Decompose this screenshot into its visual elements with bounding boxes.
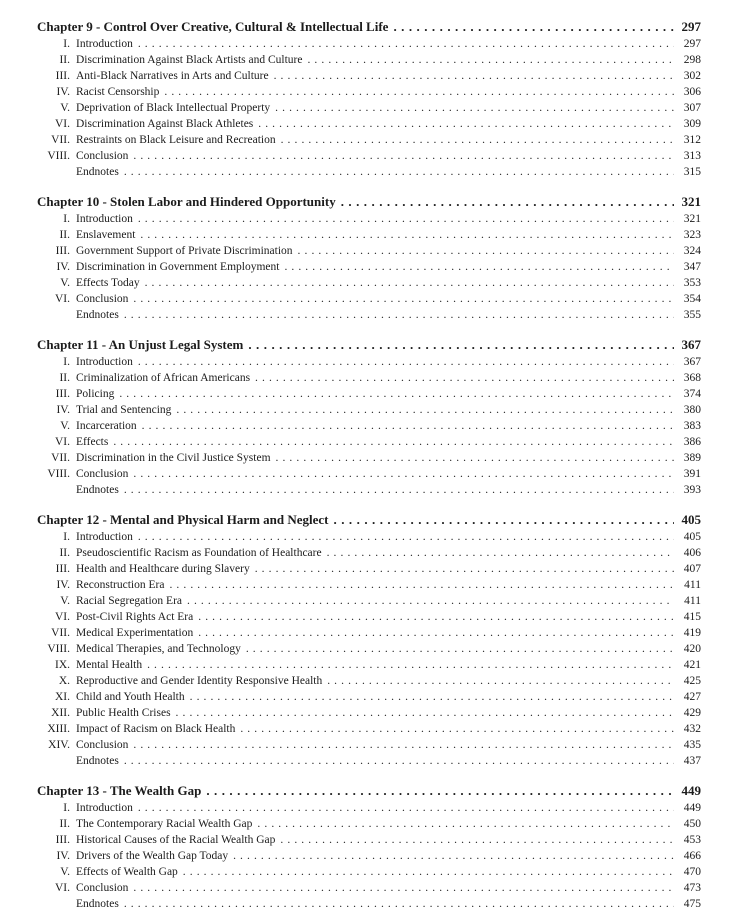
entry-label: Discrimination in the Civil Justice System — [76, 452, 271, 464]
toc-entry-row[interactable] — [37, 737, 701, 753]
entry-label: Deprivation of Black Intellectual Property — [76, 102, 271, 114]
entry-label: Effects Today — [76, 277, 140, 289]
dot-leader — [124, 482, 674, 498]
entry-label: Racist Censorship — [76, 86, 160, 98]
entry-numeral: I. — [63, 531, 70, 543]
toc-entry-row[interactable] — [37, 68, 701, 84]
entry-page-number: 415 — [683, 611, 701, 623]
dot-leader — [138, 211, 674, 227]
chapter-heading-row[interactable] — [37, 17, 701, 36]
toc-chapter — [37, 192, 701, 323]
toc-chapter — [37, 335, 701, 498]
entry-numeral: VI. — [54, 882, 70, 894]
dot-leader — [233, 848, 674, 864]
entry-page-number: 353 — [683, 277, 701, 289]
entry-label: Reproductive and Gender Identity Responsive Health — [76, 675, 323, 687]
entry-page-number: 437 — [683, 755, 701, 767]
dot-leader — [133, 737, 674, 753]
dot-leader — [284, 259, 674, 275]
entry-page-number: 367 — [683, 356, 701, 368]
toc-entry-row[interactable] — [37, 880, 701, 896]
dot-leader — [341, 192, 674, 211]
entry-numeral: III. — [55, 245, 70, 257]
entry-page-number: 313 — [683, 150, 701, 162]
dot-leader — [258, 116, 674, 132]
entry-numeral: IV. — [56, 850, 70, 862]
entry-label: Government Support of Private Discrimination — [76, 245, 293, 257]
entry-label: Criminalization of African Americans — [76, 372, 251, 384]
entry-label: Enslavement — [76, 229, 136, 241]
toc-entry-row[interactable] — [37, 434, 701, 450]
entry-numeral: VI. — [54, 118, 70, 130]
toc-entry-row[interactable] — [37, 243, 701, 259]
dot-leader — [124, 307, 674, 323]
chapter-entries — [37, 529, 701, 769]
entry-page-number: 453 — [683, 834, 701, 846]
chapter-title: Chapter 11 - An Unjust Legal System — [37, 337, 244, 352]
entry-label: The Contemporary Racial Wealth Gap — [76, 818, 253, 830]
entry-numeral: III. — [55, 834, 70, 846]
toc-chapter — [37, 17, 701, 180]
entry-page-number: 393 — [683, 484, 701, 496]
chapter-title: Chapter 10 - Stolen Labor and Hindered Opportunity — [37, 194, 336, 209]
entry-page-number: 473 — [683, 882, 701, 894]
dot-leader — [138, 36, 674, 52]
entry-label: Introduction — [76, 802, 133, 814]
toc-entry-row[interactable] — [37, 641, 701, 657]
entry-page-number: 315 — [683, 166, 701, 178]
toc-entry-row[interactable] — [37, 832, 701, 848]
toc-entry-row[interactable] — [37, 354, 701, 370]
entry-page-number: 306 — [683, 86, 701, 98]
entry-page-number: 406 — [683, 547, 701, 559]
dot-leader — [274, 68, 674, 84]
entry-page-number: 449 — [683, 802, 701, 814]
entry-label: Discrimination in Government Employment — [76, 261, 280, 273]
dot-leader — [133, 148, 674, 164]
entry-numeral: I. — [63, 213, 70, 225]
entry-page-number: 450 — [683, 818, 701, 830]
entry-numeral: VI. — [54, 293, 70, 305]
entry-label: Effects — [76, 436, 109, 448]
toc-chapter — [37, 510, 701, 769]
entry-page-number: 435 — [683, 739, 701, 751]
entry-label: Endnotes — [76, 755, 119, 767]
toc-entry-row[interactable] — [37, 84, 701, 100]
toc-entry-row[interactable] — [37, 482, 701, 498]
toc-entry-row[interactable] — [37, 625, 701, 641]
dot-leader — [133, 880, 674, 896]
dot-leader — [138, 529, 674, 545]
dot-leader — [147, 657, 674, 673]
entry-numeral: IX. — [54, 659, 70, 671]
chapter-heading-row[interactable] — [37, 781, 701, 800]
dot-leader — [298, 243, 674, 259]
dot-leader — [280, 832, 674, 848]
dot-leader — [327, 673, 674, 689]
chapter-title: Chapter 9 - Control Over Creative, Cultural & Intellectual Life — [37, 19, 389, 34]
dot-leader — [124, 896, 674, 912]
entry-label: Discrimination Against Black Artists and Culture — [76, 54, 303, 66]
dot-leader — [307, 52, 674, 68]
dot-leader — [246, 641, 674, 657]
dot-leader — [183, 864, 674, 880]
chapter-page-number: 367 — [681, 337, 701, 352]
entry-page-number: 368 — [683, 372, 701, 384]
entry-label: Reconstruction Era — [76, 579, 165, 591]
entry-label: Introduction — [76, 38, 133, 50]
toc-entry-row[interactable] — [37, 673, 701, 689]
entry-numeral: VII. — [51, 627, 70, 639]
entry-page-number: 432 — [683, 723, 701, 735]
toc-entry-row[interactable] — [37, 116, 701, 132]
entry-label: Policing — [76, 388, 115, 400]
toc-entry-row[interactable] — [37, 609, 701, 625]
toc-entry-row[interactable] — [37, 689, 701, 705]
entry-numeral: II. — [59, 54, 70, 66]
entry-label: Public Health Crises — [76, 707, 171, 719]
chapter-title: Chapter 12 - Mental and Physical Harm and Neglect — [37, 512, 329, 527]
entry-label: Conclusion — [76, 293, 129, 305]
dot-leader — [281, 132, 674, 148]
entry-numeral: III. — [55, 563, 70, 575]
entry-page-number: 391 — [683, 468, 701, 480]
entry-page-number: 302 — [683, 70, 701, 82]
entry-label: Discrimination Against Black Athletes — [76, 118, 254, 130]
entry-page-number: 419 — [683, 627, 701, 639]
entry-page-number: 298 — [683, 54, 701, 66]
entry-label: Introduction — [76, 531, 133, 543]
toc-entry-row[interactable] — [37, 721, 701, 737]
entry-page-number: 309 — [683, 118, 701, 130]
toc-entry-row[interactable] — [37, 864, 701, 880]
entry-page-number: 386 — [683, 436, 701, 448]
entry-label: Conclusion — [76, 468, 129, 480]
toc-entry-row[interactable] — [37, 561, 701, 577]
entry-page-number: 411 — [684, 595, 701, 607]
toc-entry-row[interactable] — [37, 848, 701, 864]
toc-entry-row[interactable] — [37, 100, 701, 116]
chapter-heading-row[interactable] — [37, 335, 701, 354]
entry-page-number: 323 — [683, 229, 701, 241]
entry-numeral: XI. — [54, 691, 70, 703]
chapter-page-number: 449 — [681, 783, 701, 798]
entry-numeral: VII. — [51, 452, 70, 464]
entry-label: Impact of Racism on Black Health — [76, 723, 236, 735]
entry-label: Endnotes — [76, 484, 119, 496]
entry-label: Endnotes — [76, 166, 119, 178]
dot-leader — [275, 100, 674, 116]
toc-entry-row[interactable] — [37, 386, 701, 402]
toc-entry-row[interactable] — [37, 148, 701, 164]
toc-entry-row[interactable] — [37, 291, 701, 307]
entry-page-number: 312 — [683, 134, 701, 146]
entry-page-number: 355 — [683, 309, 701, 321]
toc-entry-row[interactable] — [37, 545, 701, 561]
toc-entry-row[interactable] — [37, 132, 701, 148]
entry-numeral: VI. — [54, 436, 70, 448]
entry-numeral: VIII. — [47, 643, 70, 655]
entry-page-number: 324 — [683, 245, 701, 257]
entry-numeral: III. — [55, 70, 70, 82]
toc-entry-row[interactable] — [37, 307, 701, 323]
dot-leader — [334, 510, 674, 529]
entry-page-number: 321 — [683, 213, 701, 225]
entry-page-number: 411 — [684, 579, 701, 591]
toc-entry-row[interactable] — [37, 450, 701, 466]
entry-page-number: 374 — [683, 388, 701, 400]
entry-page-number: 421 — [683, 659, 701, 671]
entry-numeral: III. — [55, 388, 70, 400]
entry-page-number: 307 — [683, 102, 701, 114]
dot-leader — [133, 291, 674, 307]
entry-label: Introduction — [76, 213, 133, 225]
entry-page-number: 347 — [683, 261, 701, 273]
entry-label: Restraints on Black Leisure and Recreation — [76, 134, 276, 146]
entry-page-number: 470 — [683, 866, 701, 878]
dot-leader — [176, 402, 674, 418]
entry-page-number: 407 — [683, 563, 701, 575]
entry-numeral: I. — [63, 802, 70, 814]
entry-numeral: XII. — [51, 707, 70, 719]
dot-leader — [190, 689, 674, 705]
entry-label: Anti-Black Narratives in Arts and Culture — [76, 70, 269, 82]
entry-numeral: IV. — [56, 404, 70, 416]
toc-entry-row[interactable] — [37, 402, 701, 418]
toc-entry-row[interactable] — [37, 896, 701, 912]
entry-label: Post-Civil Rights Act Era — [76, 611, 194, 623]
toc-entry-row[interactable] — [37, 816, 701, 832]
entry-numeral: V. — [60, 102, 70, 114]
toc-entry-row[interactable] — [37, 593, 701, 609]
toc-entry-row[interactable] — [37, 36, 701, 52]
toc-entry-row[interactable] — [37, 418, 701, 434]
toc-entry-row[interactable] — [37, 657, 701, 673]
entry-label: Conclusion — [76, 882, 129, 894]
entry-label: Historical Causes of the Racial Wealth Gap — [76, 834, 276, 846]
entry-numeral: V. — [60, 277, 70, 289]
dot-leader — [124, 753, 674, 769]
entry-label: Introduction — [76, 356, 133, 368]
entry-label: Conclusion — [76, 739, 129, 751]
dot-leader — [393, 17, 674, 36]
entry-label: Medical Therapies, and Technology — [76, 643, 241, 655]
entry-label: Racial Segregation Era — [76, 595, 183, 607]
entry-numeral: I. — [63, 356, 70, 368]
dot-leader — [113, 434, 674, 450]
entry-numeral: VIII. — [47, 468, 70, 480]
dot-leader — [257, 816, 674, 832]
dot-leader — [187, 593, 674, 609]
toc-chapter-list — [37, 17, 701, 912]
chapter-page-number: 297 — [681, 19, 701, 34]
dot-leader — [176, 705, 674, 721]
dot-leader — [169, 577, 674, 593]
entry-page-number: 383 — [683, 420, 701, 432]
toc-entry-row[interactable] — [37, 370, 701, 386]
dot-leader — [133, 466, 674, 482]
dot-leader — [119, 386, 674, 402]
entry-numeral: I. — [63, 38, 70, 50]
entry-label: Endnotes — [76, 898, 119, 910]
toc-entry-row[interactable] — [37, 275, 701, 291]
entry-numeral: II. — [59, 372, 70, 384]
chapter-entries — [37, 36, 701, 180]
chapter-entries — [37, 800, 701, 912]
dot-leader — [142, 418, 674, 434]
toc-entry-row[interactable] — [37, 577, 701, 593]
entry-numeral: II. — [59, 818, 70, 830]
dot-leader — [138, 800, 674, 816]
dot-leader — [145, 275, 674, 291]
chapter-heading-row[interactable] — [37, 192, 701, 211]
dot-leader — [140, 227, 674, 243]
entry-numeral: XIV. — [48, 739, 70, 751]
chapter-page-number: 405 — [681, 512, 701, 527]
toc-entry-row[interactable] — [37, 52, 701, 68]
entry-page-number: 297 — [683, 38, 701, 50]
entry-label: Conclusion — [76, 150, 129, 162]
dot-leader — [138, 354, 674, 370]
entry-page-number: 354 — [683, 293, 701, 305]
dot-leader — [124, 164, 674, 180]
entry-numeral: IV. — [56, 579, 70, 591]
entry-label: Health and Healthcare during Slavery — [76, 563, 250, 575]
entry-label: Pseudoscientific Racism as Foundation of Healthcare — [76, 547, 322, 559]
entry-numeral: VI. — [54, 611, 70, 623]
entry-label: Incarceration — [76, 420, 137, 432]
chapter-entries — [37, 354, 701, 498]
toc-entry-row[interactable] — [37, 466, 701, 482]
entry-numeral: X. — [58, 675, 70, 687]
chapter-page-number: 321 — [681, 194, 701, 209]
toc-entry-row[interactable] — [37, 529, 701, 545]
entry-numeral: VIII. — [47, 150, 70, 162]
dot-leader — [255, 370, 674, 386]
entry-page-number: 429 — [683, 707, 701, 719]
entry-page-number: 405 — [683, 531, 701, 543]
entry-numeral: IV. — [56, 86, 70, 98]
entry-page-number: 420 — [683, 643, 701, 655]
entry-numeral: V. — [60, 595, 70, 607]
dot-leader — [276, 450, 674, 466]
dot-leader — [240, 721, 674, 737]
entry-page-number: 466 — [683, 850, 701, 862]
toc-entry-row[interactable] — [37, 259, 701, 275]
entry-numeral: V. — [60, 866, 70, 878]
dot-leader — [198, 609, 674, 625]
dot-leader — [198, 625, 674, 641]
chapter-title: Chapter 13 - The Wealth Gap — [37, 783, 202, 798]
entry-numeral: VII. — [51, 134, 70, 146]
toc-entry-row[interactable] — [37, 753, 701, 769]
entry-label: Mental Health — [76, 659, 143, 671]
entry-numeral: IV. — [56, 261, 70, 273]
chapter-heading-row[interactable] — [37, 510, 701, 529]
toc-entry-row[interactable] — [37, 164, 701, 180]
entry-numeral: XIII. — [47, 723, 70, 735]
toc-entry-row[interactable] — [37, 800, 701, 816]
toc-entry-row[interactable] — [37, 705, 701, 721]
toc-entry-row[interactable] — [37, 211, 701, 227]
entry-numeral: V. — [60, 420, 70, 432]
entry-label: Child and Youth Health — [76, 691, 185, 703]
entry-label: Effects of Wealth Gap — [76, 866, 178, 878]
dot-leader — [206, 781, 674, 800]
entry-page-number: 427 — [683, 691, 701, 703]
dot-leader — [164, 84, 674, 100]
chapter-entries — [37, 211, 701, 323]
dot-leader — [255, 561, 674, 577]
entry-page-number: 425 — [683, 675, 701, 687]
entry-page-number: 380 — [683, 404, 701, 416]
entry-label: Endnotes — [76, 309, 119, 321]
entry-page-number: 389 — [683, 452, 701, 464]
toc-chapter — [37, 781, 701, 912]
entry-numeral: II. — [59, 547, 70, 559]
dot-leader — [248, 335, 674, 354]
entry-page-number: 475 — [683, 898, 701, 910]
entry-label: Drivers of the Wealth Gap Today — [76, 850, 229, 862]
entry-label: Trial and Sentencing — [76, 404, 172, 416]
entry-label: Medical Experimentation — [76, 627, 194, 639]
toc-entry-row[interactable] — [37, 227, 701, 243]
dot-leader — [327, 545, 674, 561]
entry-numeral: II. — [59, 229, 70, 241]
